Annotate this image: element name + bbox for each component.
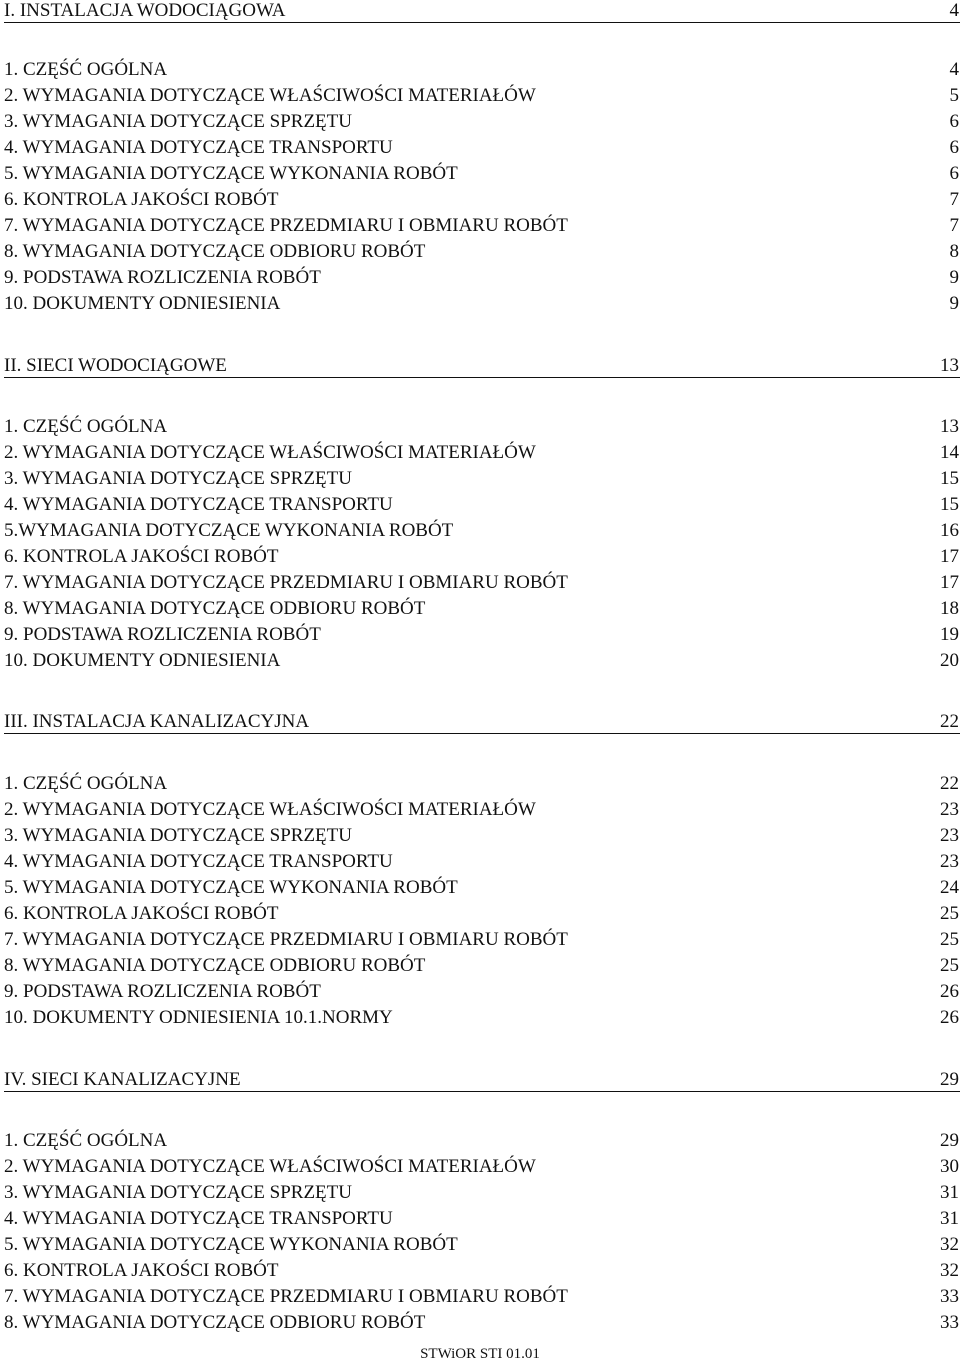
toc-entry-title: 2. WYMAGANIA DOTYCZĄCE WŁAŚCIWOŚCI MATERIAŁÓW bbox=[4, 799, 536, 820]
toc-entry bbox=[4, 797, 960, 823]
toc-entry-page: 9 bbox=[949, 267, 959, 288]
toc-entry-page: 31 bbox=[940, 1182, 959, 1203]
toc-entry-page: 8 bbox=[949, 241, 959, 262]
toc-heading-title: IV. SIECI KANALIZACYJNE bbox=[4, 1069, 241, 1090]
toc-entry bbox=[4, 1284, 960, 1310]
toc-entry-page: 23 bbox=[940, 799, 959, 820]
toc-entry-title: 8. WYMAGANIA DOTYCZĄCE ODBIORU ROBÓT bbox=[4, 598, 426, 619]
toc-entry bbox=[4, 466, 960, 492]
toc-entry-page: 6 bbox=[949, 137, 959, 158]
toc-entry-title: 7. WYMAGANIA DOTYCZĄCE PRZEDMIARU I OBMIARU ROBÓT bbox=[4, 572, 568, 593]
toc-entry-page: 32 bbox=[940, 1234, 959, 1255]
toc-entry-page: 17 bbox=[940, 546, 959, 567]
toc-entry-page: 30 bbox=[940, 1156, 959, 1177]
toc-entry-title: 4. WYMAGANIA DOTYCZĄCE TRANSPORTU bbox=[4, 137, 393, 158]
toc-entry-title: 1. CZĘŚĆ OGÓLNA bbox=[4, 1130, 168, 1151]
toc-entry-title: 1. CZĘŚĆ OGÓLNA bbox=[4, 59, 168, 80]
toc-entry bbox=[4, 901, 960, 927]
toc-entry bbox=[4, 239, 960, 265]
toc-entry-page: 23 bbox=[940, 825, 959, 846]
toc-heading-page: 4 bbox=[949, 0, 959, 21]
toc-entry bbox=[4, 109, 960, 135]
toc-entry-page: 5 bbox=[949, 85, 959, 106]
toc-entry-title: 4. WYMAGANIA DOTYCZĄCE TRANSPORTU bbox=[4, 851, 393, 872]
toc-heading-page: 13 bbox=[940, 355, 959, 376]
toc-entry bbox=[4, 213, 960, 239]
toc-entry-page: 17 bbox=[940, 572, 959, 593]
toc-entry-page: 6 bbox=[949, 163, 959, 184]
toc-entry bbox=[4, 1180, 960, 1206]
toc-entry-title: 4. WYMAGANIA DOTYCZĄCE TRANSPORTU bbox=[4, 494, 393, 515]
toc-entry bbox=[4, 414, 960, 440]
toc-entry-title: 10. DOKUMENTY ODNIESIENIA 10.1.NORMY bbox=[4, 1007, 393, 1028]
toc-entry-title: 5. WYMAGANIA DOTYCZĄCE WYKONANIA ROBÓT bbox=[4, 877, 458, 898]
toc-entry-page: 14 bbox=[940, 442, 959, 463]
toc-entry bbox=[4, 83, 960, 109]
toc-entry-title: 10. DOKUMENTY ODNIESIENIA bbox=[4, 650, 281, 671]
toc-entry-title: 6. KONTROLA JAKOŚCI ROBÓT bbox=[4, 903, 279, 924]
toc-entry-page: 24 bbox=[940, 877, 959, 898]
toc-entry-page: 25 bbox=[940, 929, 959, 950]
toc-entry-page: 20 bbox=[940, 650, 959, 671]
toc-entry bbox=[4, 823, 960, 849]
toc-entry-page: 7 bbox=[949, 215, 959, 236]
toc-entry bbox=[4, 187, 960, 213]
toc-entry-page: 23 bbox=[940, 851, 959, 872]
toc-entry bbox=[4, 518, 960, 544]
toc-entry-page: 22 bbox=[940, 773, 959, 794]
toc-entry-title: 3. WYMAGANIA DOTYCZĄCE SPRZĘTU bbox=[4, 468, 352, 489]
toc-entry-title: 9. PODSTAWA ROZLICZENIA ROBÓT bbox=[4, 267, 321, 288]
toc-entry bbox=[4, 492, 960, 518]
toc-entry-page: 26 bbox=[940, 981, 959, 1002]
toc-entry-title: 2. WYMAGANIA DOTYCZĄCE WŁAŚCIWOŚCI MATERIAŁÓW bbox=[4, 85, 536, 106]
toc-entry-page: 26 bbox=[940, 1007, 959, 1028]
toc-entry-page: 6 bbox=[949, 111, 959, 132]
toc-entry bbox=[4, 1128, 960, 1154]
toc-entry bbox=[4, 622, 960, 648]
toc-entry-title: 6. KONTROLA JAKOŚCI ROBÓT bbox=[4, 546, 279, 567]
toc-entry-title: 1. CZĘŚĆ OGÓLNA bbox=[4, 773, 168, 794]
toc-heading bbox=[4, 0, 960, 23]
toc-entry-title: 7. WYMAGANIA DOTYCZĄCE PRZEDMIARU I OBMIARU ROBÓT bbox=[4, 1286, 568, 1307]
toc-entry bbox=[4, 544, 960, 570]
toc-entry-page: 9 bbox=[949, 293, 959, 314]
toc-entry-page: 15 bbox=[940, 468, 959, 489]
toc-entry-page: 25 bbox=[940, 903, 959, 924]
toc-entry bbox=[4, 648, 960, 674]
toc-entry-title: 1. CZĘŚĆ OGÓLNA bbox=[4, 416, 168, 437]
toc-heading bbox=[4, 1067, 960, 1092]
toc-entry bbox=[4, 771, 960, 797]
toc-entry-title: 2. WYMAGANIA DOTYCZĄCE WŁAŚCIWOŚCI MATERIAŁÓW bbox=[4, 1156, 536, 1177]
toc-entry-title: 7. WYMAGANIA DOTYCZĄCE PRZEDMIARU I OBMIARU ROBÓT bbox=[4, 215, 568, 236]
toc-entry-title: 6. KONTROLA JAKOŚCI ROBÓT bbox=[4, 189, 279, 210]
toc-entry bbox=[4, 135, 960, 161]
toc-heading-page: 22 bbox=[940, 711, 959, 732]
toc-entry bbox=[4, 1154, 960, 1180]
toc-heading-title: II. SIECI WODOCIĄGOWE bbox=[4, 355, 227, 376]
toc-entry bbox=[4, 1206, 960, 1232]
toc-entry bbox=[4, 570, 960, 596]
toc-entry bbox=[4, 161, 960, 187]
toc-entry-title: 7. WYMAGANIA DOTYCZĄCE PRZEDMIARU I OBMIARU ROBÓT bbox=[4, 929, 568, 950]
toc-entry bbox=[4, 440, 960, 466]
toc-entry-title: 5. WYMAGANIA DOTYCZĄCE WYKONANIA ROBÓT bbox=[4, 1234, 458, 1255]
toc-entry-page: 7 bbox=[949, 189, 959, 210]
toc-entry bbox=[4, 1310, 960, 1336]
toc-entry-title: 8. WYMAGANIA DOTYCZĄCE ODBIORU ROBÓT bbox=[4, 1312, 426, 1333]
toc-entry-title: 3. WYMAGANIA DOTYCZĄCE SPRZĘTU bbox=[4, 111, 352, 132]
toc-heading bbox=[4, 353, 960, 378]
toc-heading-page: 29 bbox=[940, 1069, 959, 1090]
toc-entry bbox=[4, 596, 960, 622]
toc-entry bbox=[4, 265, 960, 291]
toc-entry bbox=[4, 849, 960, 875]
toc-heading-title: I. INSTALACJA WODOCIĄGOWA bbox=[4, 0, 286, 21]
toc-entry-title: 8. WYMAGANIA DOTYCZĄCE ODBIORU ROBÓT bbox=[4, 955, 426, 976]
toc-entry bbox=[4, 1005, 960, 1031]
toc-entry bbox=[4, 953, 960, 979]
toc-entry-title: 3. WYMAGANIA DOTYCZĄCE SPRZĘTU bbox=[4, 825, 352, 846]
toc-entry-title: 9. PODSTAWA ROZLICZENIA ROBÓT bbox=[4, 981, 321, 1002]
toc-entry-title: 5.WYMAGANIA DOTYCZĄCE WYKONANIA ROBÓT bbox=[4, 520, 454, 541]
toc-entry bbox=[4, 1232, 960, 1258]
toc-entry-page: 18 bbox=[940, 598, 959, 619]
toc-entry bbox=[4, 979, 960, 1005]
toc-heading bbox=[4, 709, 960, 734]
toc-entry-title: 4. WYMAGANIA DOTYCZĄCE TRANSPORTU bbox=[4, 1208, 393, 1229]
toc-entry-title: 5. WYMAGANIA DOTYCZĄCE WYKONANIA ROBÓT bbox=[4, 163, 458, 184]
toc-entry-title: 8. WYMAGANIA DOTYCZĄCE ODBIORU ROBÓT bbox=[4, 241, 426, 262]
toc-entry bbox=[4, 927, 960, 953]
toc-entry-page: 25 bbox=[940, 955, 959, 976]
toc-entry-title: 2. WYMAGANIA DOTYCZĄCE WŁAŚCIWOŚCI MATERIAŁÓW bbox=[4, 442, 536, 463]
toc-entry-page: 15 bbox=[940, 494, 959, 515]
toc-entry-title: 10. DOKUMENTY ODNIESIENIA bbox=[4, 293, 281, 314]
toc-entry-page: 33 bbox=[940, 1286, 959, 1307]
toc-entry-page: 33 bbox=[940, 1312, 959, 1333]
toc-entry-title: 9. PODSTAWA ROZLICZENIA ROBÓT bbox=[4, 624, 321, 645]
toc-entry-page: 31 bbox=[940, 1208, 959, 1229]
toc-heading-title: III. INSTALACJA KANALIZACYJNA bbox=[4, 711, 310, 732]
toc-entry bbox=[4, 875, 960, 901]
toc-entry bbox=[4, 291, 960, 317]
toc-entry-page: 32 bbox=[940, 1260, 959, 1281]
page-footer: STWiOR STI 01.01 bbox=[420, 1346, 540, 1362]
toc-entry-title: 6. KONTROLA JAKOŚCI ROBÓT bbox=[4, 1260, 279, 1281]
toc-entry-page: 16 bbox=[940, 520, 959, 541]
toc-entry-page: 13 bbox=[940, 416, 959, 437]
toc-entry bbox=[4, 57, 960, 83]
toc-entry-page: 4 bbox=[949, 59, 959, 80]
toc-entry-page: 19 bbox=[940, 624, 959, 645]
toc-entry-page: 29 bbox=[940, 1130, 959, 1151]
toc-entry bbox=[4, 1258, 960, 1284]
toc-entry-title: 3. WYMAGANIA DOTYCZĄCE SPRZĘTU bbox=[4, 1182, 352, 1203]
